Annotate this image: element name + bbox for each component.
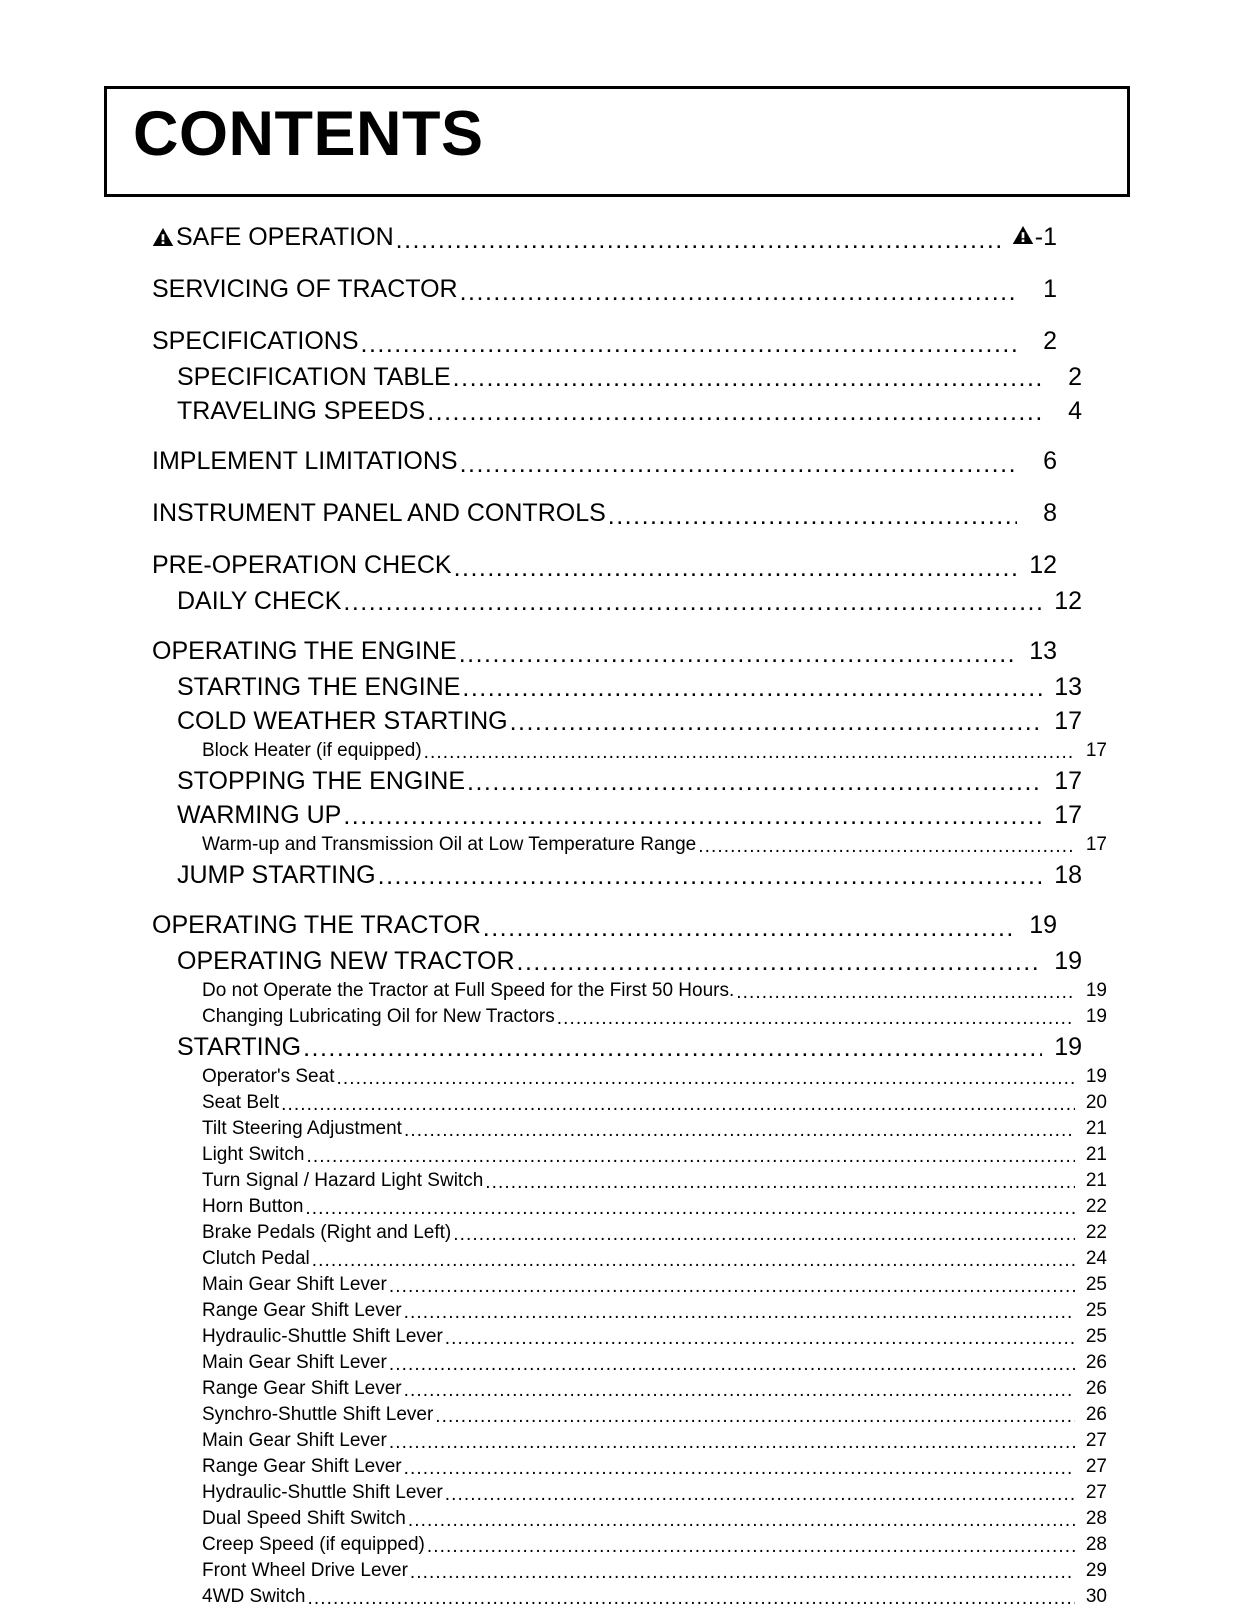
toc-entry[interactable] — [202, 1272, 1107, 1298]
warning-triangle-icon — [152, 227, 174, 247]
toc-entry[interactable] — [177, 1030, 1082, 1064]
toc-dot-leader — [453, 369, 1042, 394]
toc-entry[interactable] — [177, 944, 1082, 978]
toc-page-number: 8 — [1043, 499, 1057, 527]
toc-entry[interactable] — [152, 632, 1057, 670]
toc-dot-leader — [305, 1201, 1075, 1220]
toc-entry-label — [202, 1532, 425, 1558]
toc-page-number: 24 — [1085, 1248, 1107, 1269]
toc-entry-text: INSTRUMENT PANEL AND CONTROLS — [152, 499, 606, 527]
toc-entry-text: Light Switch — [202, 1144, 305, 1165]
toc-entry[interactable] — [152, 442, 1057, 480]
toc-dot-leader — [396, 231, 1006, 256]
toc-entry-label — [202, 1454, 402, 1480]
toc-entry-label — [202, 738, 422, 764]
toc-dot-leader — [404, 1305, 1075, 1324]
toc-entry[interactable] — [202, 1558, 1107, 1584]
toc-entry-label — [152, 632, 457, 670]
toc-entry-text: Front Wheel Drive Lever — [202, 1560, 408, 1581]
toc-dot-leader — [557, 1011, 1075, 1030]
toc-page-number: 12 — [1029, 551, 1057, 579]
toc-dot-leader — [336, 1071, 1075, 1090]
toc-entry-text: SPECIFICATIONS — [152, 327, 359, 355]
toc-entry-text: Creep Speed (if equipped) — [202, 1534, 425, 1555]
toc-entry[interactable] — [202, 1116, 1107, 1142]
toc-entry[interactable] — [177, 360, 1082, 394]
toc-page-number: 6 — [1043, 447, 1057, 475]
toc-entry[interactable] — [202, 1064, 1107, 1090]
toc-entry-label — [177, 858, 376, 892]
toc-entry[interactable] — [202, 1350, 1107, 1376]
toc-dot-leader — [404, 1383, 1075, 1402]
toc-entry[interactable] — [202, 978, 1107, 1004]
toc-entry[interactable] — [177, 798, 1082, 832]
toc-entry[interactable] — [202, 1324, 1107, 1350]
toc-entry-text: Brake Pedals (Right and Left) — [202, 1222, 452, 1243]
toc-entry-label — [202, 1168, 483, 1194]
page-title: CONTENTS — [133, 99, 484, 169]
toc-entry-text: Range Gear Shift Lever — [202, 1300, 402, 1321]
toc-page-number: 20 — [1085, 1092, 1107, 1113]
toc-page-number: 17 — [1085, 834, 1107, 855]
toc-entry-text: Dual Speed Shift Switch — [202, 1508, 406, 1529]
toc-entry[interactable] — [177, 584, 1082, 618]
toc-entry-text: SPECIFICATION TABLE — [177, 363, 451, 391]
toc-entry-label — [177, 670, 460, 704]
toc-page-number: 22 — [1085, 1222, 1107, 1243]
toc-page-number: 19 — [1085, 1066, 1107, 1087]
toc-page-number: 26 — [1085, 1378, 1107, 1399]
toc-entry-label — [202, 1246, 310, 1272]
toc-entry-label — [202, 1090, 279, 1116]
toc-entry[interactable] — [152, 322, 1057, 360]
toc-entry[interactable] — [202, 1584, 1107, 1610]
toc-entry-text: OPERATING THE ENGINE — [152, 637, 457, 665]
toc-entry-text: OPERATING THE TRACTOR — [152, 911, 481, 939]
toc-page-number: 22 — [1085, 1196, 1107, 1217]
toc-entry-label — [177, 944, 515, 978]
toc-entry[interactable] — [152, 546, 1057, 584]
toc-page-number: 4 — [1068, 397, 1082, 425]
toc-entry-label — [152, 218, 394, 256]
toc-entry[interactable] — [202, 1168, 1107, 1194]
toc-dot-leader — [427, 1539, 1075, 1558]
toc-page-number: 12 — [1054, 587, 1082, 615]
toc-entry-text: Do not Operate the Tractor at Full Speed for the First 50 Hours. — [202, 980, 735, 1001]
toc-page-number: 27 — [1085, 1456, 1107, 1477]
toc-entry-label — [152, 546, 452, 584]
toc-entry-label — [177, 394, 425, 428]
toc-entry-text: Hydraulic-Shuttle Shift Lever — [202, 1326, 443, 1347]
toc-entry-text: Main Gear Shift Lever — [202, 1430, 387, 1451]
toc-entry-text: TRAVELING SPEEDS — [177, 397, 426, 425]
toc-entry-label — [202, 832, 696, 858]
toc-entry[interactable] — [202, 1532, 1107, 1558]
toc-page-number: 25 — [1085, 1300, 1107, 1321]
toc-entry-label — [177, 764, 465, 798]
toc-entry-label — [152, 494, 606, 532]
toc-dot-leader — [467, 773, 1042, 798]
toc-page-number: 25 — [1085, 1274, 1107, 1295]
toc-dot-leader — [389, 1435, 1075, 1454]
toc-page-number: 19 — [1054, 947, 1082, 975]
toc-dot-leader — [460, 283, 1017, 308]
toc-page-number: 25 — [1085, 1326, 1107, 1347]
toc-dot-leader — [404, 1461, 1075, 1480]
toc-entry-text: Turn Signal / Hazard Light Switch — [202, 1170, 484, 1191]
toc-page-number: 28 — [1085, 1534, 1107, 1555]
toc-entry-text: WARMING UP — [177, 801, 342, 829]
toc-dot-leader — [517, 953, 1042, 978]
toc-entry-text: 4WD Switch — [202, 1586, 306, 1607]
toc-dot-leader — [453, 1227, 1075, 1246]
toc-entry-text: STOPPING THE ENGINE — [177, 767, 466, 795]
toc-entry[interactable] — [202, 1298, 1107, 1324]
toc-page-number: 19 — [1029, 911, 1057, 939]
toc-entry-label — [202, 1428, 387, 1454]
toc-entry-label — [202, 1402, 433, 1428]
toc-dot-leader — [424, 745, 1075, 764]
toc-dot-leader — [343, 593, 1042, 618]
toc-entry[interactable] — [202, 1454, 1107, 1480]
toc-dot-leader — [736, 985, 1075, 1004]
toc-entry-label — [152, 322, 359, 360]
toc-dot-leader — [303, 1039, 1042, 1064]
toc-entry-label — [202, 1506, 406, 1532]
toc-page-number: 13 — [1054, 673, 1082, 701]
toc-page-number: 17 — [1085, 740, 1107, 761]
toc-entry-label — [202, 1558, 408, 1584]
toc-entry-label — [202, 1272, 387, 1298]
toc-entry[interactable] — [202, 1142, 1107, 1168]
toc-entry[interactable] — [152, 218, 1057, 256]
toc-entry-label — [177, 798, 341, 832]
toc-entry-text: STARTING THE ENGINE — [177, 673, 461, 701]
toc-page-number: 27 — [1085, 1482, 1107, 1503]
toc-entry-label — [202, 1376, 402, 1402]
toc-entry-label — [202, 1194, 303, 1220]
toc-page-number-text: -1 — [1034, 223, 1057, 251]
toc-dot-leader — [306, 1149, 1075, 1168]
toc-entry-text: Hydraulic-Shuttle Shift Lever — [202, 1482, 443, 1503]
contents-title-box — [104, 86, 1130, 197]
table-of-contents — [152, 218, 1107, 1610]
toc-dot-leader — [389, 1357, 1075, 1376]
toc-entry[interactable] — [177, 858, 1082, 892]
toc-entry[interactable] — [202, 1004, 1107, 1030]
toc-dot-leader — [361, 335, 1017, 360]
toc-entry[interactable] — [177, 704, 1082, 738]
toc-page-number: 21 — [1085, 1118, 1107, 1139]
toc-page-number: 2 — [1068, 363, 1082, 391]
toc-entry-label — [177, 704, 508, 738]
toc-dot-leader — [410, 1565, 1075, 1584]
toc-page-number: 17 — [1054, 801, 1082, 829]
toc-entry[interactable] — [202, 1402, 1107, 1428]
toc-page-number: 26 — [1085, 1404, 1107, 1425]
toc-entry[interactable] — [202, 1220, 1107, 1246]
toc-dot-leader — [459, 645, 1017, 670]
toc-page-number: 19 — [1085, 1006, 1107, 1027]
toc-entry-text: SAFE OPERATION — [176, 223, 394, 251]
toc-entry-text: Synchro-Shuttle Shift Lever — [202, 1404, 434, 1425]
toc-entry-label — [202, 1064, 334, 1090]
toc-dot-leader — [698, 839, 1075, 858]
toc-entry-text: IMPLEMENT LIMITATIONS — [152, 447, 458, 475]
toc-dot-leader — [408, 1513, 1075, 1532]
toc-entry-label — [202, 1584, 305, 1610]
toc-page-number: 19 — [1085, 980, 1107, 1001]
toc-page-number: 2 — [1043, 327, 1057, 355]
toc-page-number: 30 — [1085, 1586, 1107, 1607]
toc-entry-text: Horn Button — [202, 1196, 304, 1217]
toc-dot-leader — [435, 1409, 1075, 1428]
toc-dot-leader — [389, 1279, 1075, 1298]
toc-page-number: 18 — [1054, 861, 1082, 889]
toc-entry-label — [202, 1298, 402, 1324]
toc-entry-label — [202, 1004, 555, 1030]
toc-entry[interactable] — [202, 1090, 1107, 1116]
toc-dot-leader — [462, 679, 1042, 704]
toc-entry[interactable] — [152, 906, 1057, 944]
toc-entry[interactable] — [152, 270, 1057, 308]
toc-entry-text: Main Gear Shift Lever — [202, 1274, 387, 1295]
toc-page-number: 29 — [1085, 1560, 1107, 1581]
toc-entry-text: SERVICING OF TRACTOR — [152, 275, 458, 303]
toc-entry-label — [202, 1324, 443, 1350]
toc-dot-leader — [608, 507, 1017, 532]
toc-entry[interactable] — [202, 1376, 1107, 1402]
toc-entry-text: Changing Lubricating Oil for New Tractors — [202, 1006, 555, 1027]
warning-triangle-icon — [1012, 218, 1034, 256]
toc-entry-text: PRE-OPERATION CHECK — [152, 551, 452, 579]
toc-page-number: 1 — [1043, 275, 1057, 303]
toc-entry[interactable] — [177, 394, 1082, 428]
toc-entry-text: Range Gear Shift Lever — [202, 1378, 402, 1399]
toc-entry-label — [202, 1116, 402, 1142]
toc-entry-text: Seat Belt — [202, 1092, 280, 1113]
toc-entry[interactable] — [202, 832, 1107, 858]
toc-entry-text: Warm-up and Transmission Oil at Low Temperature Range — [202, 834, 697, 855]
toc-entry[interactable] — [202, 1428, 1107, 1454]
toc-entry-label — [177, 1030, 301, 1064]
toc-dot-leader — [445, 1487, 1075, 1506]
toc-entry-text: DAILY CHECK — [177, 587, 342, 615]
toc-entry-label — [152, 442, 458, 480]
toc-entry-label — [202, 978, 734, 1004]
toc-page-number: 17 — [1054, 707, 1082, 735]
toc-entry[interactable] — [202, 1506, 1107, 1532]
toc-entry[interactable] — [202, 1246, 1107, 1272]
toc-dot-leader — [485, 1175, 1075, 1194]
toc-entry-label — [177, 360, 451, 394]
toc-page-number — [1008, 218, 1057, 256]
toc-dot-leader — [483, 919, 1017, 944]
toc-dot-leader — [454, 559, 1017, 584]
toc-entry[interactable] — [177, 670, 1082, 704]
toc-entry-label — [202, 1142, 304, 1168]
toc-dot-leader — [312, 1253, 1075, 1272]
toc-dot-leader — [427, 403, 1042, 428]
toc-entry-text: OPERATING NEW TRACTOR — [177, 947, 515, 975]
toc-entry-text: Block Heater (if equipped) — [202, 740, 422, 761]
toc-page-number: 26 — [1085, 1352, 1107, 1373]
toc-entry-label — [152, 270, 458, 308]
toc-dot-leader — [510, 713, 1042, 738]
toc-entry-text: COLD WEATHER STARTING — [177, 707, 508, 735]
toc-entry-text: Clutch Pedal — [202, 1248, 310, 1269]
toc-entry-label — [202, 1220, 451, 1246]
toc-page-number: 21 — [1085, 1144, 1107, 1165]
toc-entry-label — [202, 1350, 387, 1376]
toc-dot-leader — [378, 867, 1042, 892]
toc-page-number: 27 — [1085, 1430, 1107, 1451]
toc-entry-text: Main Gear Shift Lever — [202, 1352, 387, 1373]
toc-entry[interactable] — [152, 494, 1057, 532]
toc-entry-text: Operator's Seat — [202, 1066, 335, 1087]
toc-page-number: 19 — [1054, 1033, 1082, 1061]
toc-entry-text: STARTING — [177, 1033, 302, 1061]
toc-dot-leader — [404, 1123, 1075, 1142]
toc-entry-label — [152, 906, 481, 944]
toc-dot-leader — [445, 1331, 1075, 1350]
toc-entry[interactable] — [202, 1480, 1107, 1506]
toc-dot-leader — [307, 1591, 1075, 1610]
toc-entry[interactable] — [202, 738, 1107, 764]
toc-entry-text: Tilt Steering Adjustment — [202, 1118, 402, 1139]
toc-entry-text: Range Gear Shift Lever — [202, 1456, 402, 1477]
toc-page-number: 17 — [1054, 767, 1082, 795]
toc-dot-leader — [343, 807, 1042, 832]
toc-page-number: 21 — [1085, 1170, 1107, 1191]
toc-dot-leader — [460, 455, 1017, 480]
toc-dot-leader — [281, 1097, 1075, 1116]
toc-entry-label — [202, 1480, 443, 1506]
toc-page-number: 13 — [1029, 637, 1057, 665]
toc-entry[interactable] — [202, 1194, 1107, 1220]
toc-entry-label — [177, 584, 341, 618]
toc-page-number: 28 — [1085, 1508, 1107, 1529]
toc-entry[interactable] — [177, 764, 1082, 798]
toc-entry-text: JUMP STARTING — [177, 861, 376, 889]
